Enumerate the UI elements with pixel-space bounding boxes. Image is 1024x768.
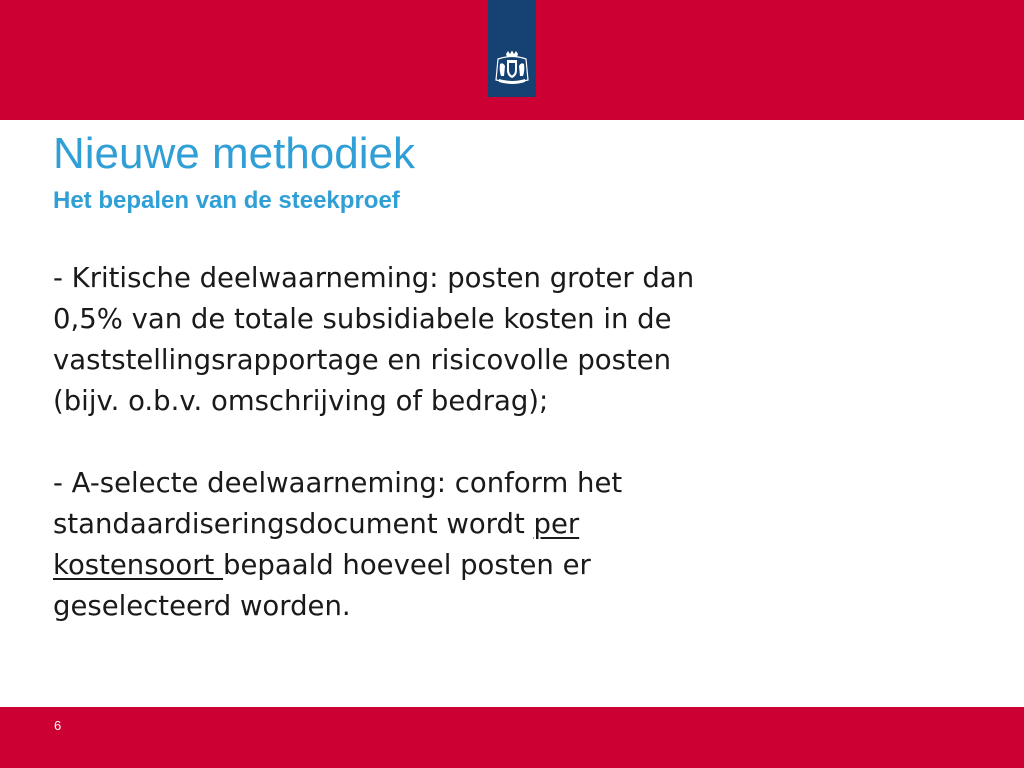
- logo-block: [488, 0, 536, 97]
- body-line: - Kritische deelwaarneming: posten groter dan: [53, 262, 695, 294]
- body-line: - A-selecte deelwaarneming: conform het: [53, 467, 623, 499]
- underlined-text: per: [533, 508, 580, 540]
- footer-band: [0, 707, 1024, 768]
- body-line: geselecteerd worden.: [53, 590, 351, 622]
- underlined-text: kostensoort: [53, 549, 224, 581]
- body-line: bepaald hoeveel posten er: [223, 549, 591, 581]
- body-line: (bijv. o.b.v. omschrijving of bedrag);: [53, 385, 549, 417]
- body-line: vaststellingsrapportage en risicovolle posten: [53, 344, 672, 376]
- body-line: 0,5% van de totale subsidiabele kosten in de: [53, 303, 672, 335]
- coat-of-arms-icon: [492, 50, 532, 86]
- page-number: 6: [54, 718, 62, 733]
- slide-title: Nieuwe methodiek: [53, 129, 415, 178]
- slide-body: [53, 258, 953, 627]
- slide-subtitle: Het bepalen van de steekproef: [53, 187, 400, 214]
- body-line: standaardiseringsdocument wordt: [53, 508, 534, 540]
- paragraph-critical-sampling: [53, 258, 953, 422]
- paragraph-random-sampling: [53, 463, 953, 627]
